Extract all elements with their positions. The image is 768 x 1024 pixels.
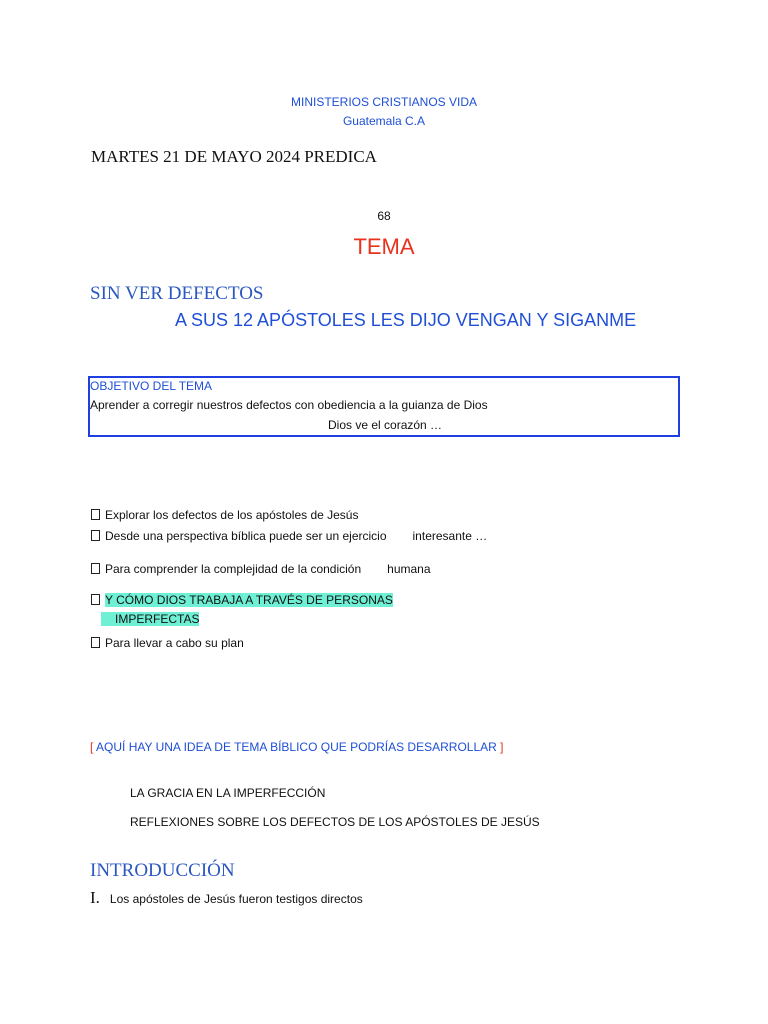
sermon-subtitle: A SUS 12 APÓSTOLES LES DIJO VENGAN Y SIGANME	[175, 310, 637, 330]
roman-numeral: I.	[90, 888, 100, 907]
note-bracket-close: ]	[500, 740, 504, 754]
checkbox-glyph-icon	[91, 530, 100, 541]
bullet-item	[91, 508, 358, 522]
bullet-text-highlighted: Y CÓMO DIOS TRABAJA A TRAVÉS DE PERSONAS	[105, 593, 393, 607]
introduction-item	[90, 888, 363, 908]
checkbox-glyph-icon	[91, 637, 100, 648]
note-text: AQUÍ HAY UNA IDEA DE TEMA BÍBLICO QUE PODRÍAS DESARROLLAR	[96, 740, 497, 754]
idea-note	[90, 740, 503, 754]
objective-text: Aprender a corregir nuestros defectos con obediencia a la guianza de Dios	[90, 398, 488, 412]
bullet-text-continued: humana	[387, 562, 431, 576]
objective-label: OBJETIVO DEL TEMA	[90, 379, 213, 393]
bullet-text-highlighted: IMPERFECTAS	[101, 612, 199, 626]
bullet-item-highlighted	[91, 593, 393, 607]
bullet-text: Para comprender la complejidad de la condición	[105, 562, 362, 576]
tema-label: TEMA	[353, 234, 415, 259]
page-number: 68	[377, 209, 391, 223]
idea-line-2: REFLEXIONES SOBRE LOS DEFECTOS DE LOS APÓSTOLES DE JESÚS	[130, 815, 540, 829]
bullet-text-continued: interesante …	[412, 529, 488, 543]
checkbox-glyph-icon	[91, 563, 100, 574]
note-bracket-open: [	[90, 740, 94, 754]
checkbox-glyph-icon	[91, 509, 100, 520]
bullet-item	[91, 562, 431, 576]
checkbox-glyph-icon	[91, 594, 100, 605]
bullet-text: Desde una perspectiva bíblica puede ser un ejercicio	[105, 529, 387, 543]
idea-line-1: LA GRACIA EN LA IMPERFECCIÓN	[130, 786, 326, 800]
sermon-title: SIN VER DEFECTOS	[90, 283, 264, 304]
org-name: MINISTERIOS CRISTIANOS VIDA	[290, 95, 478, 109]
org-location: Guatemala C.A	[342, 114, 426, 128]
bullet-item-highlighted-continued	[101, 612, 199, 626]
objective-subtext: Dios ve el corazón …	[328, 418, 443, 432]
bullet-item	[91, 529, 487, 543]
introduction-item-text: Los apóstoles de Jesús fueron testigos directos	[109, 892, 363, 906]
bullet-item	[91, 636, 244, 650]
bullet-text: Explorar los defectos de los apóstoles de Jesús	[105, 508, 359, 522]
introduction-heading: INTRODUCCIÓN	[90, 860, 235, 881]
date-line: MARTES 21 DE MAYO 2024 PREDICA	[91, 147, 377, 166]
bullet-text: Para llevar a cabo su plan	[105, 636, 244, 650]
